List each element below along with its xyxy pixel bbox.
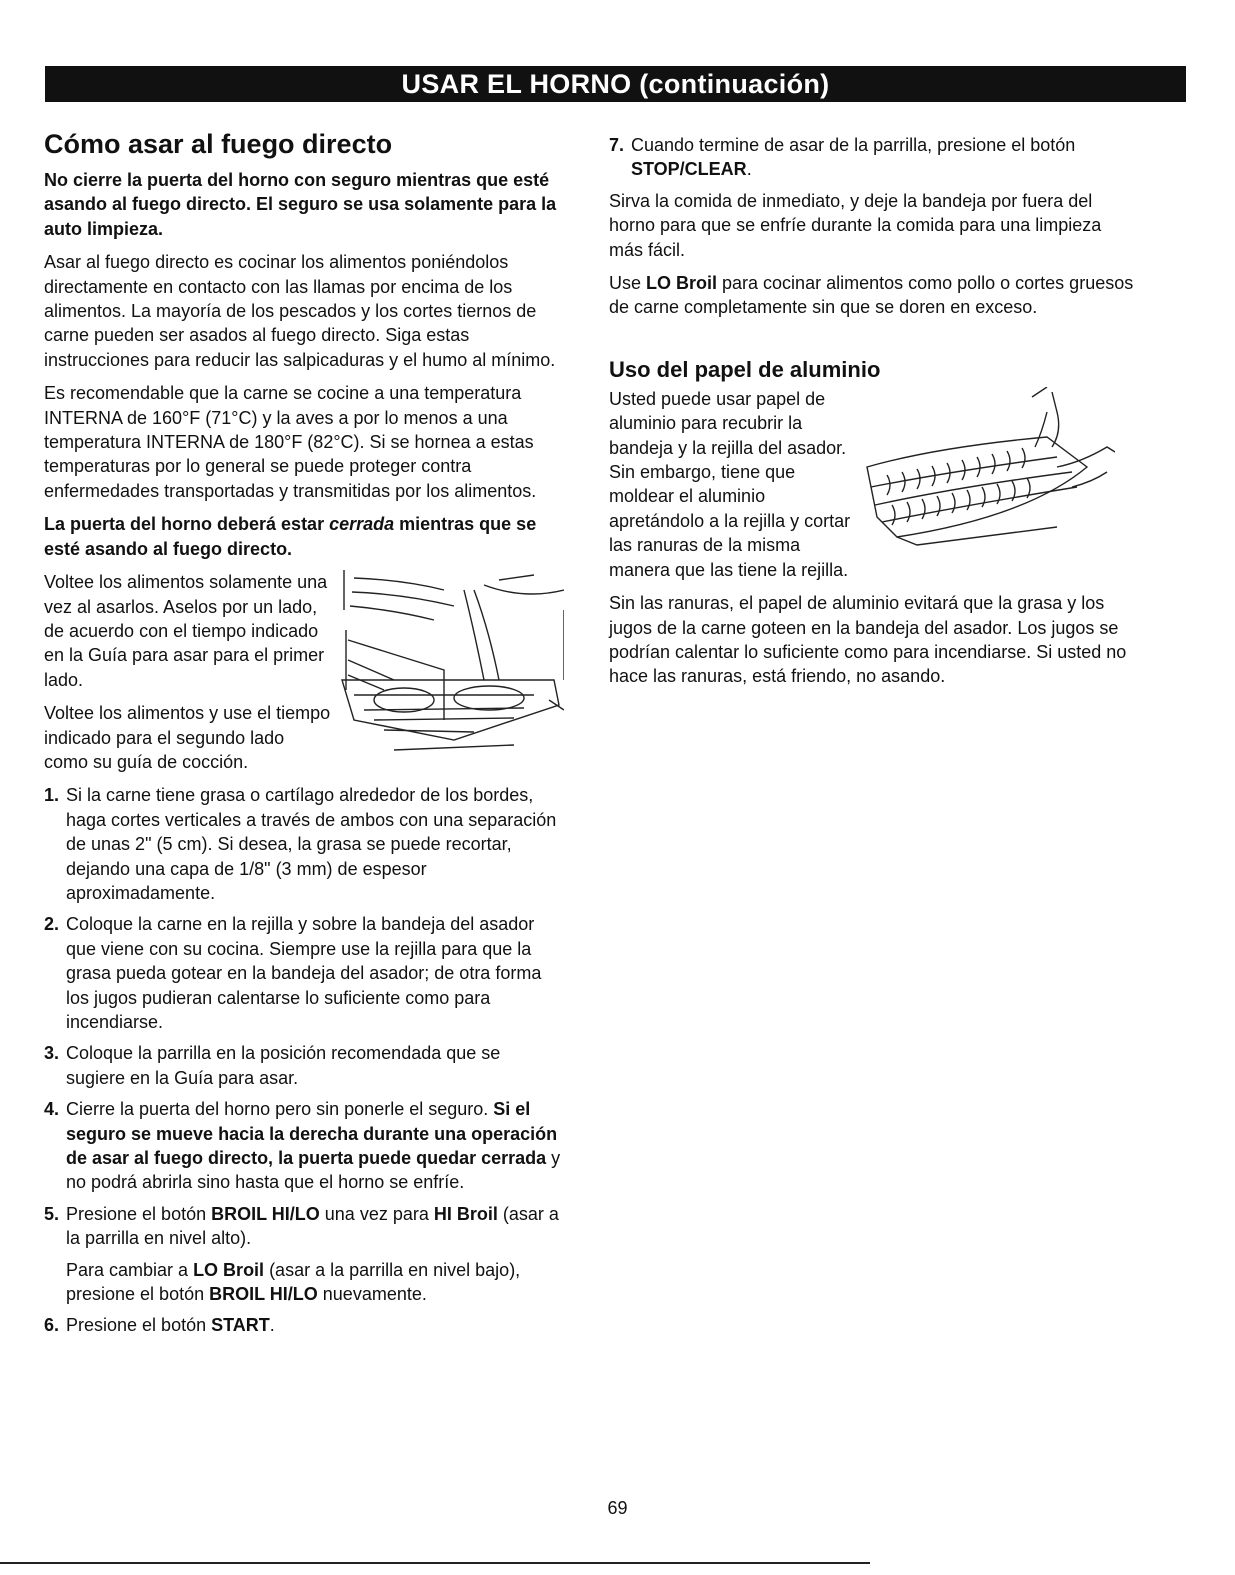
hi-broil-label: HI Broil xyxy=(433,1203,498,1224)
step-number: 4. xyxy=(44,1099,60,1120)
lock-moves-warning: Si el seguro se mueve hacia la derecha durante una operación de asar al fuego directo, la puerta puede quedar cerrada xyxy=(66,1099,558,1169)
step-text: Si la carne tiene grasa o cartílago alrededor de los bordes, haga cortes verticales a través de ambos con una separación de unas 2" (5 cm). Si desea, la grasa se puede recortar, dejando una capa de 1/8" (3 mm) de espesor aproximadamente. xyxy=(66,785,557,903)
broil-hilo-key-label: BROIL HI/LO xyxy=(209,1284,318,1305)
step-number: 2. xyxy=(44,914,60,935)
step-4 xyxy=(44,1097,564,1195)
step-text-a: Presione el botón xyxy=(66,1315,212,1336)
broiler-pan-illustration xyxy=(334,570,564,770)
foil-slits-paragraph: Sin las ranuras, el papel de aluminio evitará que la grasa y los jugos de la carne goteen en la bandeja del asador. Los jugos se podrían calentar lo suficiente como para incendiarse. Si usted no hace las ranuras, está friendo, no asando. xyxy=(609,593,1127,687)
right-column xyxy=(609,133,1139,698)
broil-hilo-key-label: BROIL HI/LO xyxy=(211,1203,320,1224)
turn-food-block xyxy=(44,570,564,774)
step-text-a: Cuando termine de asar de la parrilla, presione el botón xyxy=(631,135,1076,155)
lo-broil-label: LO Broil xyxy=(193,1259,265,1280)
foil-block xyxy=(609,387,1139,582)
step-text-b: (asar a la parrilla en nivel bajo), presione el botón xyxy=(66,1259,521,1305)
step-3 xyxy=(44,1041,564,1090)
section-title: USAR EL HORNO (continuación) xyxy=(401,69,830,99)
left-column xyxy=(44,128,564,1345)
step-text-a: Cierre la puerta del horno pero sin ponerle el seguro. xyxy=(66,1099,494,1120)
step-text-a: Presione el botón xyxy=(66,1203,212,1224)
foil-pan-illustration xyxy=(857,387,1115,552)
broil-steps-continued xyxy=(609,133,1139,182)
lo-broil-paragraph xyxy=(609,271,1139,320)
bottom-rule xyxy=(0,1562,870,1564)
door-note-text-a: La puerta del horno deberá estar xyxy=(44,514,330,535)
door-note-italic: cerrada xyxy=(329,514,395,535)
lo-broil-label: LO Broil xyxy=(646,273,718,294)
step-text: Coloque la carne en la rejilla y sobre la bandeja del asador que viene con su cocina. Siempre use la rejilla para que la grasa pueda gotear en la bandeja del asador; de otra forma los jugos pudieran calentarse lo suficiente como para incendiarse. xyxy=(66,914,542,1032)
lo-text-b: para cocinar alimentos como pollo o cortes gruesos de carne completamente sin que se doren en exceso. xyxy=(609,273,1134,318)
turn-once-paragraph: Voltee los alimentos solamente una vez al asarlos. Aselos por un lado, de acuerdo con el tiempo indicado en la Guía para asar para el primer lado. xyxy=(44,572,328,690)
step-number: 1. xyxy=(44,785,60,806)
step-6 xyxy=(44,1313,564,1337)
door-note-text-b: mientras que se esté asando al fuego directo. xyxy=(44,514,537,559)
section-header-bar xyxy=(45,66,1186,102)
turn-second-side-paragraph: Voltee los alimentos y use el tiempo indicado para el segundo lado como su guía de cocción. xyxy=(44,703,331,772)
step-number: 7. xyxy=(609,135,625,155)
step-2 xyxy=(44,912,564,1034)
step-text: Coloque la parrilla en la posición recomendada que se sugiere en la Guía para asar. xyxy=(66,1043,501,1088)
step-text-b: . xyxy=(746,159,752,180)
step-number: 5. xyxy=(44,1203,60,1224)
foil-heading: Uso del papel de aluminio xyxy=(609,356,881,382)
step-7 xyxy=(609,133,1139,182)
temperature-paragraph: Es recomendable que la carne se cocine a una temperatura INTERNA de 160°F (71°C) y la aves a por lo menos a una temperatura INTERNA de 180°F (82°C). Si se hornea a estas temperaturas por lo general se puede proteger contra enfermedades transportadas y transmitidas por los alimentos. xyxy=(44,383,537,501)
step-text-c: (asar a la parrilla en nivel alto). xyxy=(66,1203,559,1249)
broil-intro-paragraph: Asar al fuego directo es cocinar los alimentos poniéndolos directamente en contacto con las llamas por encima de los alimentos. La mayoría de los pescados y los cortes tiernos de carne pueden ser asados al fuego directo. Siga estas instrucciones para reducir las salpicaduras y el humo al mínimo. xyxy=(44,252,556,370)
step-text-b: . xyxy=(269,1315,275,1336)
door-closed-note xyxy=(44,512,564,561)
page-number: 69 xyxy=(607,1498,628,1518)
lock-warning: No cierre la puerta del horno con seguro mientras que esté asando al fuego directo. El seguro se usa solamente para la auto limpieza. xyxy=(44,170,557,239)
step-5 xyxy=(44,1202,564,1307)
step-text-b: una vez para xyxy=(319,1203,434,1224)
broil-steps-list xyxy=(44,783,564,1338)
step-number: 6. xyxy=(44,1315,60,1336)
foil-usage-paragraph: Usted puede usar papel de aluminio para recubrir la bandeja y la rejilla del asador. Sin embargo, tiene que moldear el aluminio apretándolo a la rejilla y cortar las ranuras de la misma manera que las tiene la rejilla. xyxy=(609,388,851,580)
broil-heading: Cómo asar al fuego directo xyxy=(44,129,393,159)
step-5-lo-broil xyxy=(66,1258,564,1307)
start-key-label: START xyxy=(211,1315,270,1336)
step-text-c: nuevamente. xyxy=(317,1284,427,1305)
step-text-a: Para cambiar a xyxy=(66,1259,194,1280)
lo-text-a: Use xyxy=(609,273,647,294)
step-1 xyxy=(44,783,564,905)
step-text-b: y no podrá abrirla sino hasta que el horno se enfríe. xyxy=(66,1148,561,1193)
step-5-hi-broil xyxy=(66,1202,564,1251)
stop-clear-key-label: STOP/CLEAR xyxy=(631,159,747,180)
step-number: 3. xyxy=(44,1043,60,1064)
serve-paragraph: Sirva la comida de inmediato, y deje la bandeja por fuera del horno para que se enfríe durante la comida para una limpieza más fácil. xyxy=(609,190,1102,260)
